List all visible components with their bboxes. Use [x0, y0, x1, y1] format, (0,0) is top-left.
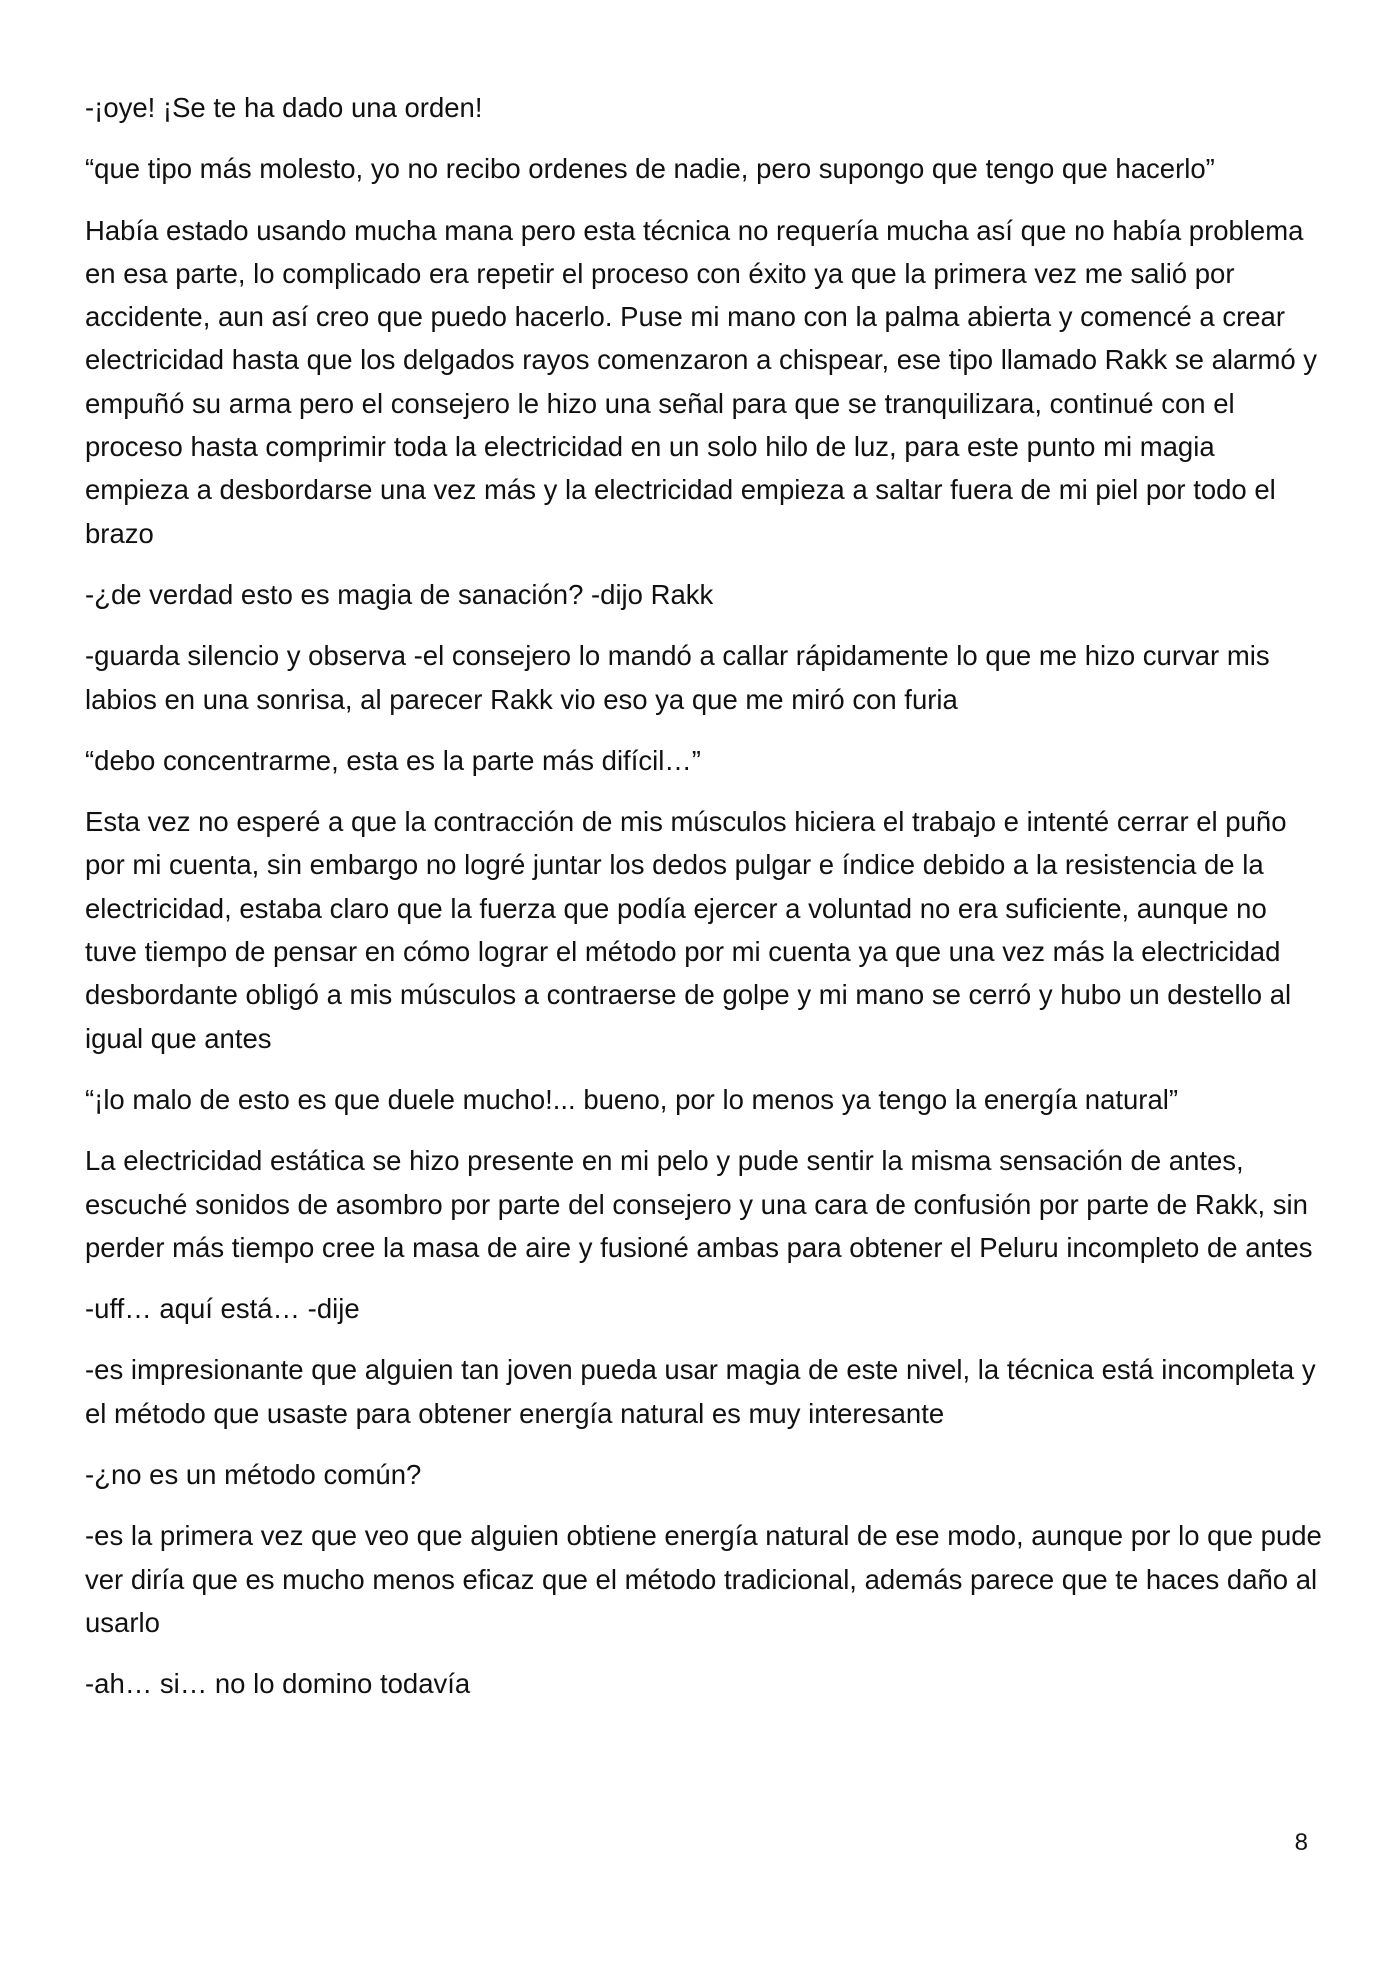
paragraph-9: La electricidad estática se hizo presente en mi pelo y pude sentir la misma sensación de antes, escuché sonidos de asombro por parte del consejero y una cara de confusión por parte de Rakk, sin perder más tiempo cree la masa de aire y fusioné ambas para obtener el Peluru incompleto de antes	[85, 1145, 1313, 1263]
paragraph-8: “¡lo malo de esto es que duele mucho!... bueno, por lo menos ya tengo la energía natural”	[85, 1083, 1179, 1115]
paragraph-5: -guarda silencio y observa -el consejero lo mandó a callar rápidamente lo que me hizo curvar mis labios en una sonrisa, al parecer Rakk vio eso ya que me miró con furia	[85, 640, 1270, 715]
paragraph-3: Había estado usando mucha mana pero esta técnica no requería mucha así que no había problema en esa parte, lo complicado era repetir el proceso con éxito ya que la primera vez me salió por accidente, aun así creo que puedo hacerlo. Puse mi mano con la palma abierta y comencé a crear electricidad hasta que los delgados rayos comenzaron a chispear, ese tipo llamado Rakk se alarmó y empuñó su arma pero el consejero le hizo una señal para que se tranquilizara, continué con el proceso hasta comprimir toda la electricidad en un solo hilo de luz, para este punto mi magia empieza a desbordarse una vez más y la electricidad empieza a saltar fuera de mi piel por todo el brazo	[85, 214, 1318, 549]
paragraph-1: -¡oye! ¡Se te ha dado una orden!	[85, 92, 483, 123]
paragraph-7: Esta vez no esperé a que la contracción de mis músculos hiciera el trabajo e intenté cerrar el puño por mi cuenta, sin embargo no logré juntar los dedos pulgar e índice debido a la resistencia de la electricidad, estaba claro que la fuerza que podía ejercer a voluntad no era suficiente, aunque no tuve tiempo de pensar en cómo lograr el método por mi cuenta ya que una vez más la electricidad desbordante obligó a mis músculos a contraerse de golpe y mi mano se cerró y hubo un destello al igual que antes	[85, 806, 1292, 1054]
paragraph-11: -es impresionante que alguien tan joven pueda usar magia de este nivel, la técnica está incompleta y el método que usaste para obtener energía natural es muy interesante	[85, 1354, 1316, 1429]
paragraph-12: -¿no es un método común?	[85, 1459, 422, 1491]
paragraph-4: -¿de verdad esto es magia de sanación? -dijo Rakk	[85, 578, 714, 610]
paragraph-14: -ah… si… no lo domino todavía	[85, 1668, 471, 1700]
paragraph-2: “que tipo más molesto, yo no recibo ordenes de nadie, pero supongo que tengo que hacerlo”	[85, 153, 1215, 185]
paragraph-13: -es la primera vez que veo que alguien obtiene energía natural de ese modo, aunque por lo que pude ver diría que es mucho menos eficaz que el método tradicional, además parece que te haces daño al usarlo	[85, 1520, 1322, 1638]
paragraph-10: -uff… aquí está… -dije	[85, 1293, 360, 1325]
page-number: 8	[1294, 1829, 1308, 1856]
paragraph-6: “debo concentrarme, esta es la parte más difícil…”	[85, 744, 701, 776]
